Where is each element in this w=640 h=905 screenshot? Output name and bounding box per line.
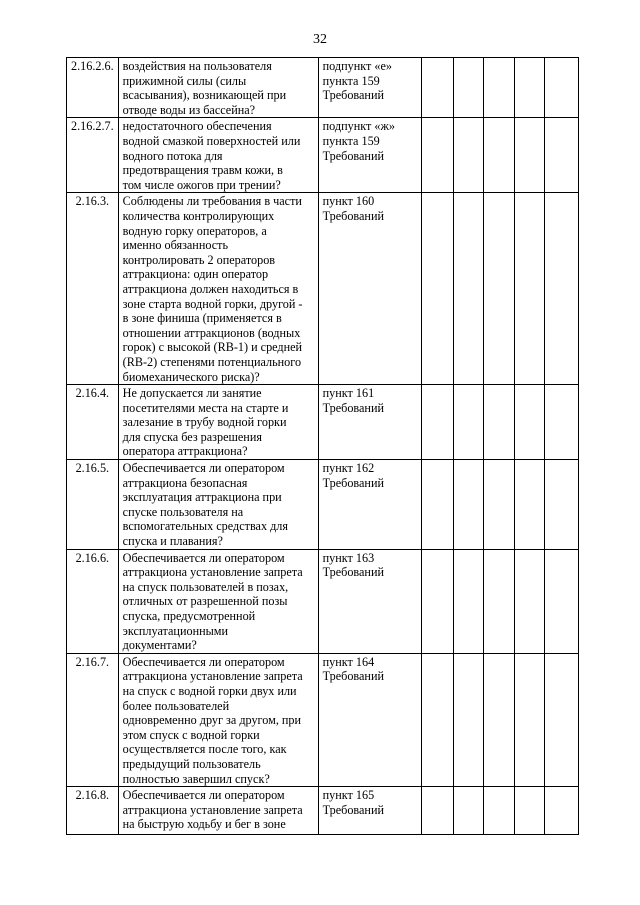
answer-cell[interactable]: [421, 385, 453, 460]
row-reference: пункт 164 Требований: [318, 653, 421, 786]
row-question: Обеспечивается ли оператором аттракциона установление запрета на быструю ходьбу и бег в зоне: [118, 787, 318, 835]
answer-cell[interactable]: [514, 460, 544, 550]
answer-cell[interactable]: [514, 653, 544, 786]
answer-cell[interactable]: [453, 193, 483, 385]
table-row: [67, 787, 579, 835]
answer-cell[interactable]: [544, 118, 578, 193]
answer-cell[interactable]: [483, 118, 514, 193]
answer-cell[interactable]: [421, 460, 453, 550]
answer-cell[interactable]: [483, 460, 514, 550]
answer-cell[interactable]: [544, 787, 578, 835]
row-question: воздействия на пользователя прижимной силы (силы всасывания), возникающей при отводе воды из бассейна?: [118, 58, 318, 118]
row-reference: пункт 165 Требований: [318, 787, 421, 835]
row-number: 2.16.7.: [67, 653, 119, 786]
answer-cell[interactable]: [514, 385, 544, 460]
table-row: [67, 460, 579, 550]
row-number: 2.16.6.: [67, 549, 119, 653]
page-number: 32: [313, 32, 327, 47]
answer-cell[interactable]: [483, 549, 514, 653]
checklist-table: [66, 57, 579, 835]
answer-cell[interactable]: [453, 549, 483, 653]
answer-cell[interactable]: [421, 118, 453, 193]
row-question: Обеспечивается ли оператором аттракциона установление запрета на спуск пользователей в позах, отличных от разрешенной позы спуска, предусмотренной эксплуатационными документами?: [118, 549, 318, 653]
row-number: 2.16.2.6.: [67, 58, 119, 118]
answer-cell[interactable]: [544, 193, 578, 385]
row-question: Соблюдены ли требования в части количества контролирующих водную горку операторов, а именно обязанность контролировать 2 операторов аттракциона: один оператор аттракциона должен находиться в зоне старта водной горки, другой - в зоне финиша (применяется в отношении аттракционов (водных горок) с высокой (RB-1) и средней (RB-2) степенями потенциального биомеханического риска)?: [118, 193, 318, 385]
answer-cell[interactable]: [483, 385, 514, 460]
answer-cell[interactable]: [453, 787, 483, 835]
table-row: [67, 549, 579, 653]
answer-cell[interactable]: [421, 193, 453, 385]
row-number: 2.16.3.: [67, 193, 119, 385]
answer-cell[interactable]: [544, 653, 578, 786]
answer-cell[interactable]: [483, 653, 514, 786]
row-number: 2.16.2.7.: [67, 118, 119, 193]
answer-cell[interactable]: [544, 549, 578, 653]
row-reference: пункт 162 Требований: [318, 460, 421, 550]
answer-cell[interactable]: [544, 58, 578, 118]
row-question: недостаточного обеспечения водной смазкой поверхностей или водного потока для предотвращения травм кожи, в том числе ожогов при трении?: [118, 118, 318, 193]
table-row: [67, 193, 579, 385]
row-reference: пункт 163 Требований: [318, 549, 421, 653]
row-number: 2.16.5.: [67, 460, 119, 550]
answer-cell[interactable]: [544, 460, 578, 550]
answer-cell[interactable]: [453, 460, 483, 550]
table-row: [67, 118, 579, 193]
row-number: 2.16.8.: [67, 787, 119, 835]
table-row: [67, 653, 579, 786]
row-reference: пункт 161 Требований: [318, 385, 421, 460]
answer-cell[interactable]: [544, 385, 578, 460]
table-row: [67, 58, 579, 118]
answer-cell[interactable]: [514, 118, 544, 193]
answer-cell[interactable]: [453, 118, 483, 193]
answer-cell[interactable]: [483, 193, 514, 385]
answer-cell[interactable]: [483, 58, 514, 118]
row-question: Не допускается ли занятие посетителями места на старте и залезание в трубу водной горки для спуска без разрешения оператора аттракциона?: [118, 385, 318, 460]
answer-cell[interactable]: [421, 653, 453, 786]
answer-cell[interactable]: [514, 193, 544, 385]
answer-cell[interactable]: [514, 58, 544, 118]
answer-cell[interactable]: [453, 653, 483, 786]
row-question: Обеспечивается ли оператором аттракциона установление запрета на спуск с водной горки двух или более пользователей одновременно друг за другом, при этом спуск с водной горки осуществляется после того, как предыдущий пользователь полностью завершил спуск?: [118, 653, 318, 786]
answer-cell[interactable]: [453, 58, 483, 118]
answer-cell[interactable]: [483, 787, 514, 835]
answer-cell[interactable]: [421, 787, 453, 835]
answer-cell[interactable]: [421, 549, 453, 653]
answer-cell[interactable]: [514, 549, 544, 653]
answer-cell[interactable]: [453, 385, 483, 460]
row-number: 2.16.4.: [67, 385, 119, 460]
table-row: [67, 385, 579, 460]
row-question: Обеспечивается ли оператором аттракциона безопасная эксплуатация аттракциона при спуске пользователя на вспомогательных средствах для спуска и плавания?: [118, 460, 318, 550]
row-reference: подпункт «ж» пункта 159 Требований: [318, 118, 421, 193]
row-reference: пункт 160 Требований: [318, 193, 421, 385]
row-reference: подпункт «е» пункта 159 Требований: [318, 58, 421, 118]
answer-cell[interactable]: [421, 58, 453, 118]
answer-cell[interactable]: [514, 787, 544, 835]
